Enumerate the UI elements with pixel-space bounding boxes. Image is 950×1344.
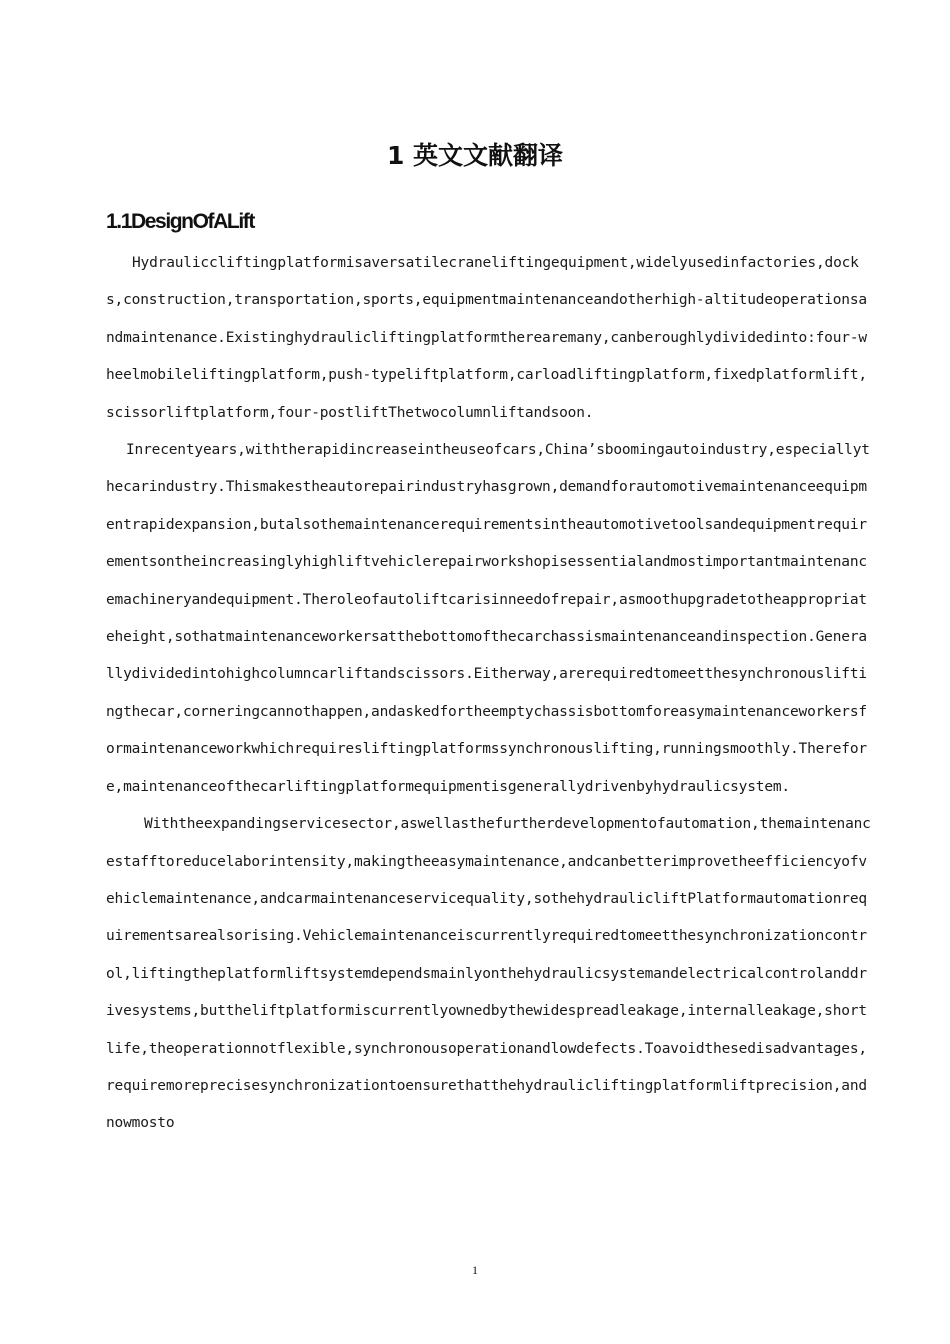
paragraph-2: Inrecentyears,withtherapidincreaseintheuseofcars,China’sboomingautoindustry,especiallythecarindustry.Thismakestheautorepairindustryhasgrown,demandforautomotivemaintenanceequipmentrapidexpansion,butalsothemaintenancerequirementsintheautomotivetoolsandequipmentrequirementsontheincreasinglyhighliftvehiclerepairworkshopisessentialandmostimportantmaintenancemachineryandequipment.Theroleofautoliftcarisinneedofrepair,asmoothupgradetotheappropriateheight,sothatmaintenanceworkersatthebottomofthecarchassismaintenanceandinspection.Generallydividedintohighcolumncarliftandscissors.Eitherway,arerequiredtomeetthesynchronousliftingthecar,corneringcannothappen,andaskedfortheemptychassisbottomforeasymaintenanceworkersformaintenanceworkwhichrequiresliftingplatformssynchronouslifting,runningsmoothly.Therefore,maintenanceofthecarliftingplatformequipmentisgenerallydrivenbyhydraulicsystem. [106,442,870,795]
page-number: 1 [472,1263,478,1277]
paragraph-1: Hydrauliccliftingplatformisaversatilecraneliftingequipment,widelyusedinfactories,docks,construction,transportation,sports,equipmentmaintenanceandotherhigh-altitudeoperationsandmaintenance.Existinghydraulicliftingplatformtherearemany,canberoughlydividedinto:four-wheelmobileliftingplatform,push-typeliftplatform,carloadliftingplatform,fixedplatformlift,scissorliftplatform,four-postliftThetwocolumnliftandsoon. [106,255,867,421]
paragraph-3: Withtheexpandingservicesector,aswellasthefurtherdevelopmentofautomation,themaintenancestafftoreducelaborintensity,makingtheeasymaintenance,andcanbetterimprovetheefficiencyofvehiclemaintenance,andcarmaintenanceservicequality,sothehydraulicliftPlatformautomationrequirementsarealsorising.Vehiclemaintenanceiscurrentlyrequiredtomeetthesynchronizationcontrol,liftingtheplatformliftsystemdependsmainlyonthehydraulicsystemandelectricalcontrolanddrivesystems,buttheliftplatformiscurrentlyownedbythewidespreadleakage,internalleakage,shortlife,theoperationnotflexible,synchronousoperationandlowdefects.Toavoidthesedisadvantages,requiremoreprecisesynchronizationtoensurethatthehydraulicliftingplatformliftprecision,andnowmosto [106,816,871,1132]
section-title: 1.1DesignOfALift [106,210,254,233]
body-text [106,245,872,1143]
chapter-title: 1 英文文献翻译 [386,141,564,170]
